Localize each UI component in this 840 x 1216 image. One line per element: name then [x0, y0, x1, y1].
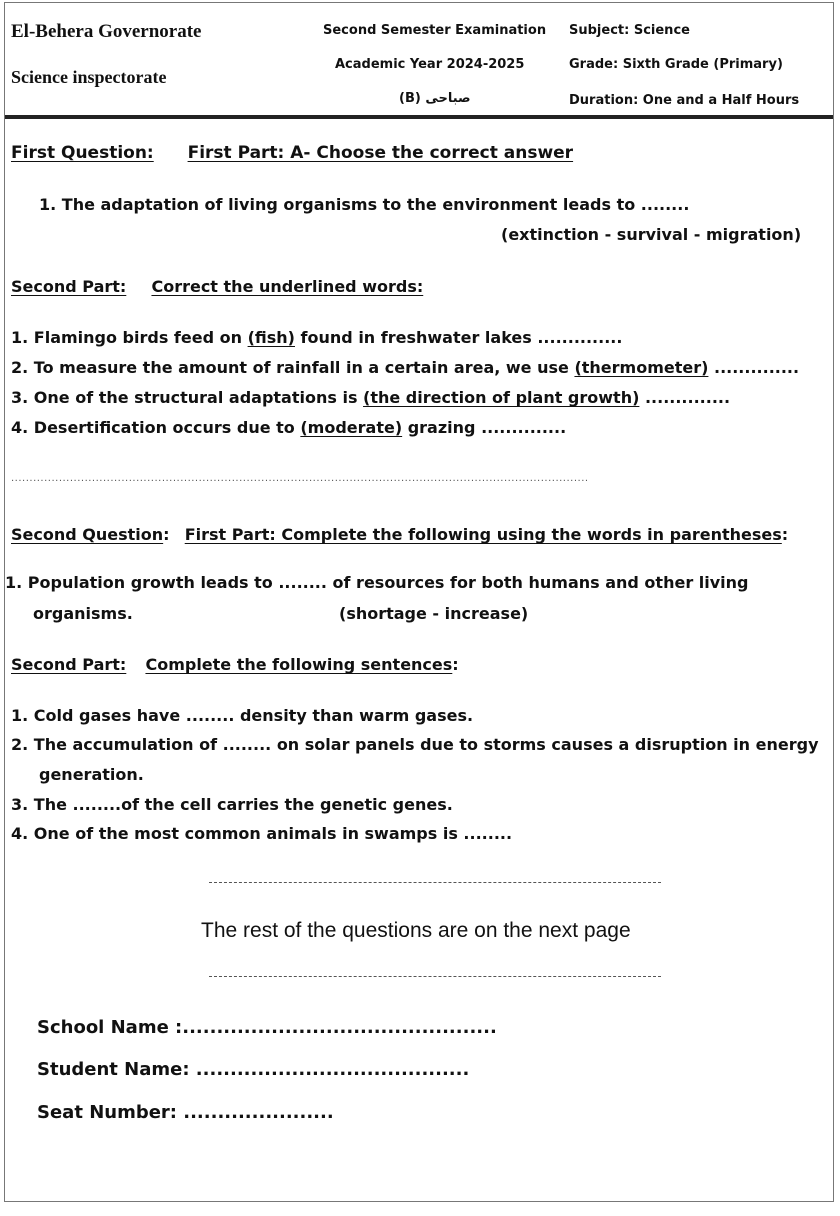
correct-item-4-blank: grazing ..............: [402, 418, 567, 437]
correct-item-4: [11, 418, 566, 437]
correct-item-3-blank: ..............: [639, 388, 731, 407]
sentence-4: 4. One of the most common animals in swamps is ........: [11, 824, 513, 843]
section-separator: .............................................................................................................................................................: [11, 473, 589, 484]
sentence-2-line-2: generation.: [39, 765, 144, 784]
question-2-label: Second Question: [11, 525, 164, 544]
exam-page: [4, 2, 834, 1202]
correct-item-2-blank: ..............: [708, 358, 800, 377]
correct-item-2: [11, 358, 799, 377]
q2-complete-item-1-choices: (shortage - increase): [339, 604, 529, 623]
next-page-note: The rest of the questions are on the next page: [201, 919, 631, 942]
sentence-3: 3. The ........of the cell carries the genetic genes.: [11, 795, 453, 814]
question-2-part-1-colon: :: [781, 525, 789, 544]
exam-title: Second Semester Examination: [323, 23, 547, 38]
question-1-heading: [11, 143, 573, 163]
question-1-label: First Question:: [11, 143, 154, 163]
q2-part-2-heading: [11, 655, 459, 674]
correct-item-3-text: 3. One of the structural adaptations is: [11, 388, 364, 407]
sentence-2-line-1: 2. The accumulation of ........ on solar panels due to storms causes a disruption in energy: [11, 735, 819, 754]
footer-bottom-dashed-line: [209, 976, 661, 977]
grade-label: Grade: Sixth Grade (Primary): [569, 57, 783, 72]
governorate-title: El-Behera Governorate: [11, 21, 202, 42]
correct-item-1: [11, 328, 622, 347]
q1-part-2-heading: [11, 277, 423, 296]
correct-item-2-text: 2. To measure the amount of rainfall in a certain area, we use: [11, 358, 575, 377]
school-name-field: School Name :..............................................: [37, 1017, 497, 1038]
header-divider: [5, 115, 833, 119]
question-2-part-1-title: First Part: Complete the following using the words in parentheses: [184, 525, 782, 544]
footer-top-dashed-line: [209, 882, 661, 883]
correct-item-1-underlined: (fish): [247, 328, 295, 347]
sentence-1: 1. Cold gases have ........ density than warm gases.: [11, 706, 474, 725]
question-1-part-1-title: First Part: A- Choose the correct answer: [187, 143, 574, 163]
q2-part-2-title: Complete the following sentences: [145, 655, 453, 674]
q1-choose-item-1-choices: (extinction - survival - migration): [501, 225, 802, 244]
subject-label: Subject: Science: [569, 23, 690, 38]
correct-item-1-blank: found in freshwater lakes ..............: [294, 328, 623, 347]
correct-item-2-underlined: (thermometer): [574, 358, 709, 377]
q2-complete-item-1-line-2: organisms.: [33, 604, 133, 623]
question-2-heading: [11, 525, 788, 544]
q2-part-2-colon: :: [452, 655, 459, 674]
q2-complete-item-1-line-1: 1. Population growth leads to ........ of resources for both humans and other living: [5, 573, 749, 592]
q1-part-2-title: Correct the underlined words:: [151, 277, 424, 296]
correct-item-1-text: 1. Flamingo birds feed on: [11, 328, 248, 347]
q2-part-2-label: Second Part:: [11, 655, 127, 674]
exam-model: صباحى (B): [399, 91, 471, 106]
correct-item-3-underlined: (the direction of plant growth): [363, 388, 640, 407]
academic-year: Academic Year 2024-2025: [335, 57, 525, 72]
seat-number-field: Seat Number: ......................: [37, 1102, 334, 1123]
duration-label: Duration: One and a Half Hours: [569, 93, 800, 108]
correct-item-3: [11, 388, 730, 407]
correct-item-4-underlined: (moderate): [300, 418, 403, 437]
question-2-colon: :: [163, 525, 170, 544]
q1-part-2-label: Second Part:: [11, 277, 127, 296]
correct-item-4-text: 4. Desertification occurs due to: [11, 418, 301, 437]
q1-choose-item-1: 1. The adaptation of living organisms to the environment leads to ........: [39, 195, 690, 214]
student-name-field: Student Name: ........................................: [37, 1059, 470, 1080]
inspectorate-title: Science inspectorate: [11, 67, 167, 87]
